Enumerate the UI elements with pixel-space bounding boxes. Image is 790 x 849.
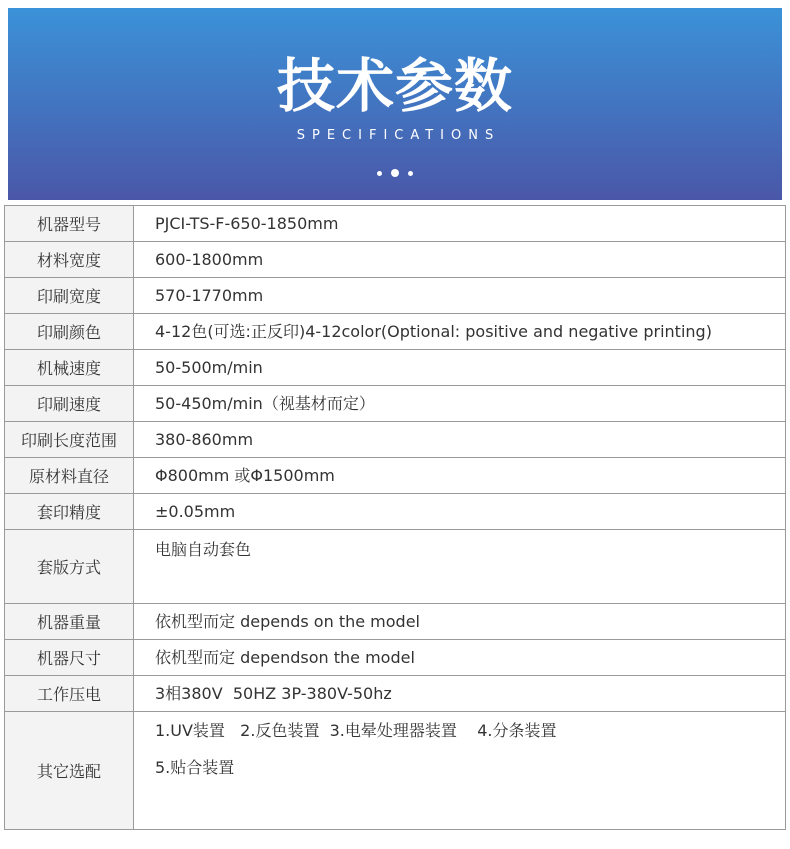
spec-label: 印刷宽度 [5,278,134,313]
spec-value-line: 50-450m/min（视基材而定） [155,394,375,413]
spec-row-print-colors [5,314,786,350]
spec-row-power-supply [5,676,786,712]
spec-row-other-options [5,712,786,830]
spec-value [134,604,786,639]
spec-value [134,314,786,349]
spec-value-line: 4-12色(可选:正反印)4-12color(Optional: positive and negative printing) [155,322,712,341]
spec-label: 套版方式 [5,530,134,603]
spec-row-machine-model [5,206,786,242]
spec-label: 机器型号 [5,206,134,241]
spec-value-line: ±0.05mm [155,502,236,521]
spec-value [134,712,786,829]
spec-row-machine-speed [5,350,786,386]
page-subtitle: SPECIFICATIONS [296,128,501,143]
spec-value-line: 600-1800mm [155,250,264,269]
spec-row-print-width [5,278,786,314]
spec-value [134,494,786,529]
spec-label: 机器尺寸 [5,640,134,675]
spec-value-line: 570-1770mm [155,286,264,305]
spec-value [134,458,786,493]
spec-row-registration-method [5,530,786,604]
spec-value-line: 3相380V 50HZ 3P-380V-50hz [155,684,392,703]
spec-value-line: 1.UV装置 2.反色装置 3.电晕处理器装置 4.分条装置 [155,721,557,740]
spec-header-banner [8,8,782,200]
spec-label: 印刷速度 [5,386,134,421]
spec-label: 印刷长度范围 [5,422,134,457]
spec-value-line: 电脑自动套色 [155,540,252,559]
spec-value [134,676,786,711]
spec-row-machine-weight [5,604,786,640]
spec-label: 机器重量 [5,604,134,639]
spec-label: 原材料直径 [5,458,134,493]
spec-table [4,205,786,830]
spec-row-print-length-range [5,422,786,458]
spec-label: 其它选配 [5,712,134,829]
spec-label: 机械速度 [5,350,134,385]
dot-icon [377,171,382,176]
spec-value [134,242,786,277]
spec-value [134,278,786,313]
spec-value [134,422,786,457]
spec-value [134,386,786,421]
spec-value-line: 380-860mm [155,430,254,449]
dot-icon [391,169,399,177]
dot-icon [408,171,413,176]
spec-value-line: Φ800mm 或Φ1500mm [155,466,335,485]
spec-value [134,350,786,385]
spec-value [134,530,786,603]
page-title: 技术参数 [276,52,513,120]
spec-label: 工作压电 [5,676,134,711]
spec-value-line: 5.贴合装置 [155,758,235,777]
spec-label: 套印精度 [5,494,134,529]
spec-label: 材料宽度 [5,242,134,277]
spec-row-registration-accuracy [5,494,786,530]
spec-value-line: 依机型而定 dependson the model [155,648,415,667]
spec-row-machine-dimensions [5,640,786,676]
decorative-dots [8,168,782,178]
spec-label: 印刷颜色 [5,314,134,349]
spec-value [134,640,786,675]
spec-value [134,206,786,241]
spec-row-material-width [5,242,786,278]
spec-row-print-speed [5,386,786,422]
spec-row-material-diameter [5,458,786,494]
spec-value-line: PJCI-TS-F-650-1850mm [155,214,339,233]
spec-value-line: 50-500m/min [155,358,263,377]
spec-value-line: 依机型而定 depends on the model [155,612,420,631]
